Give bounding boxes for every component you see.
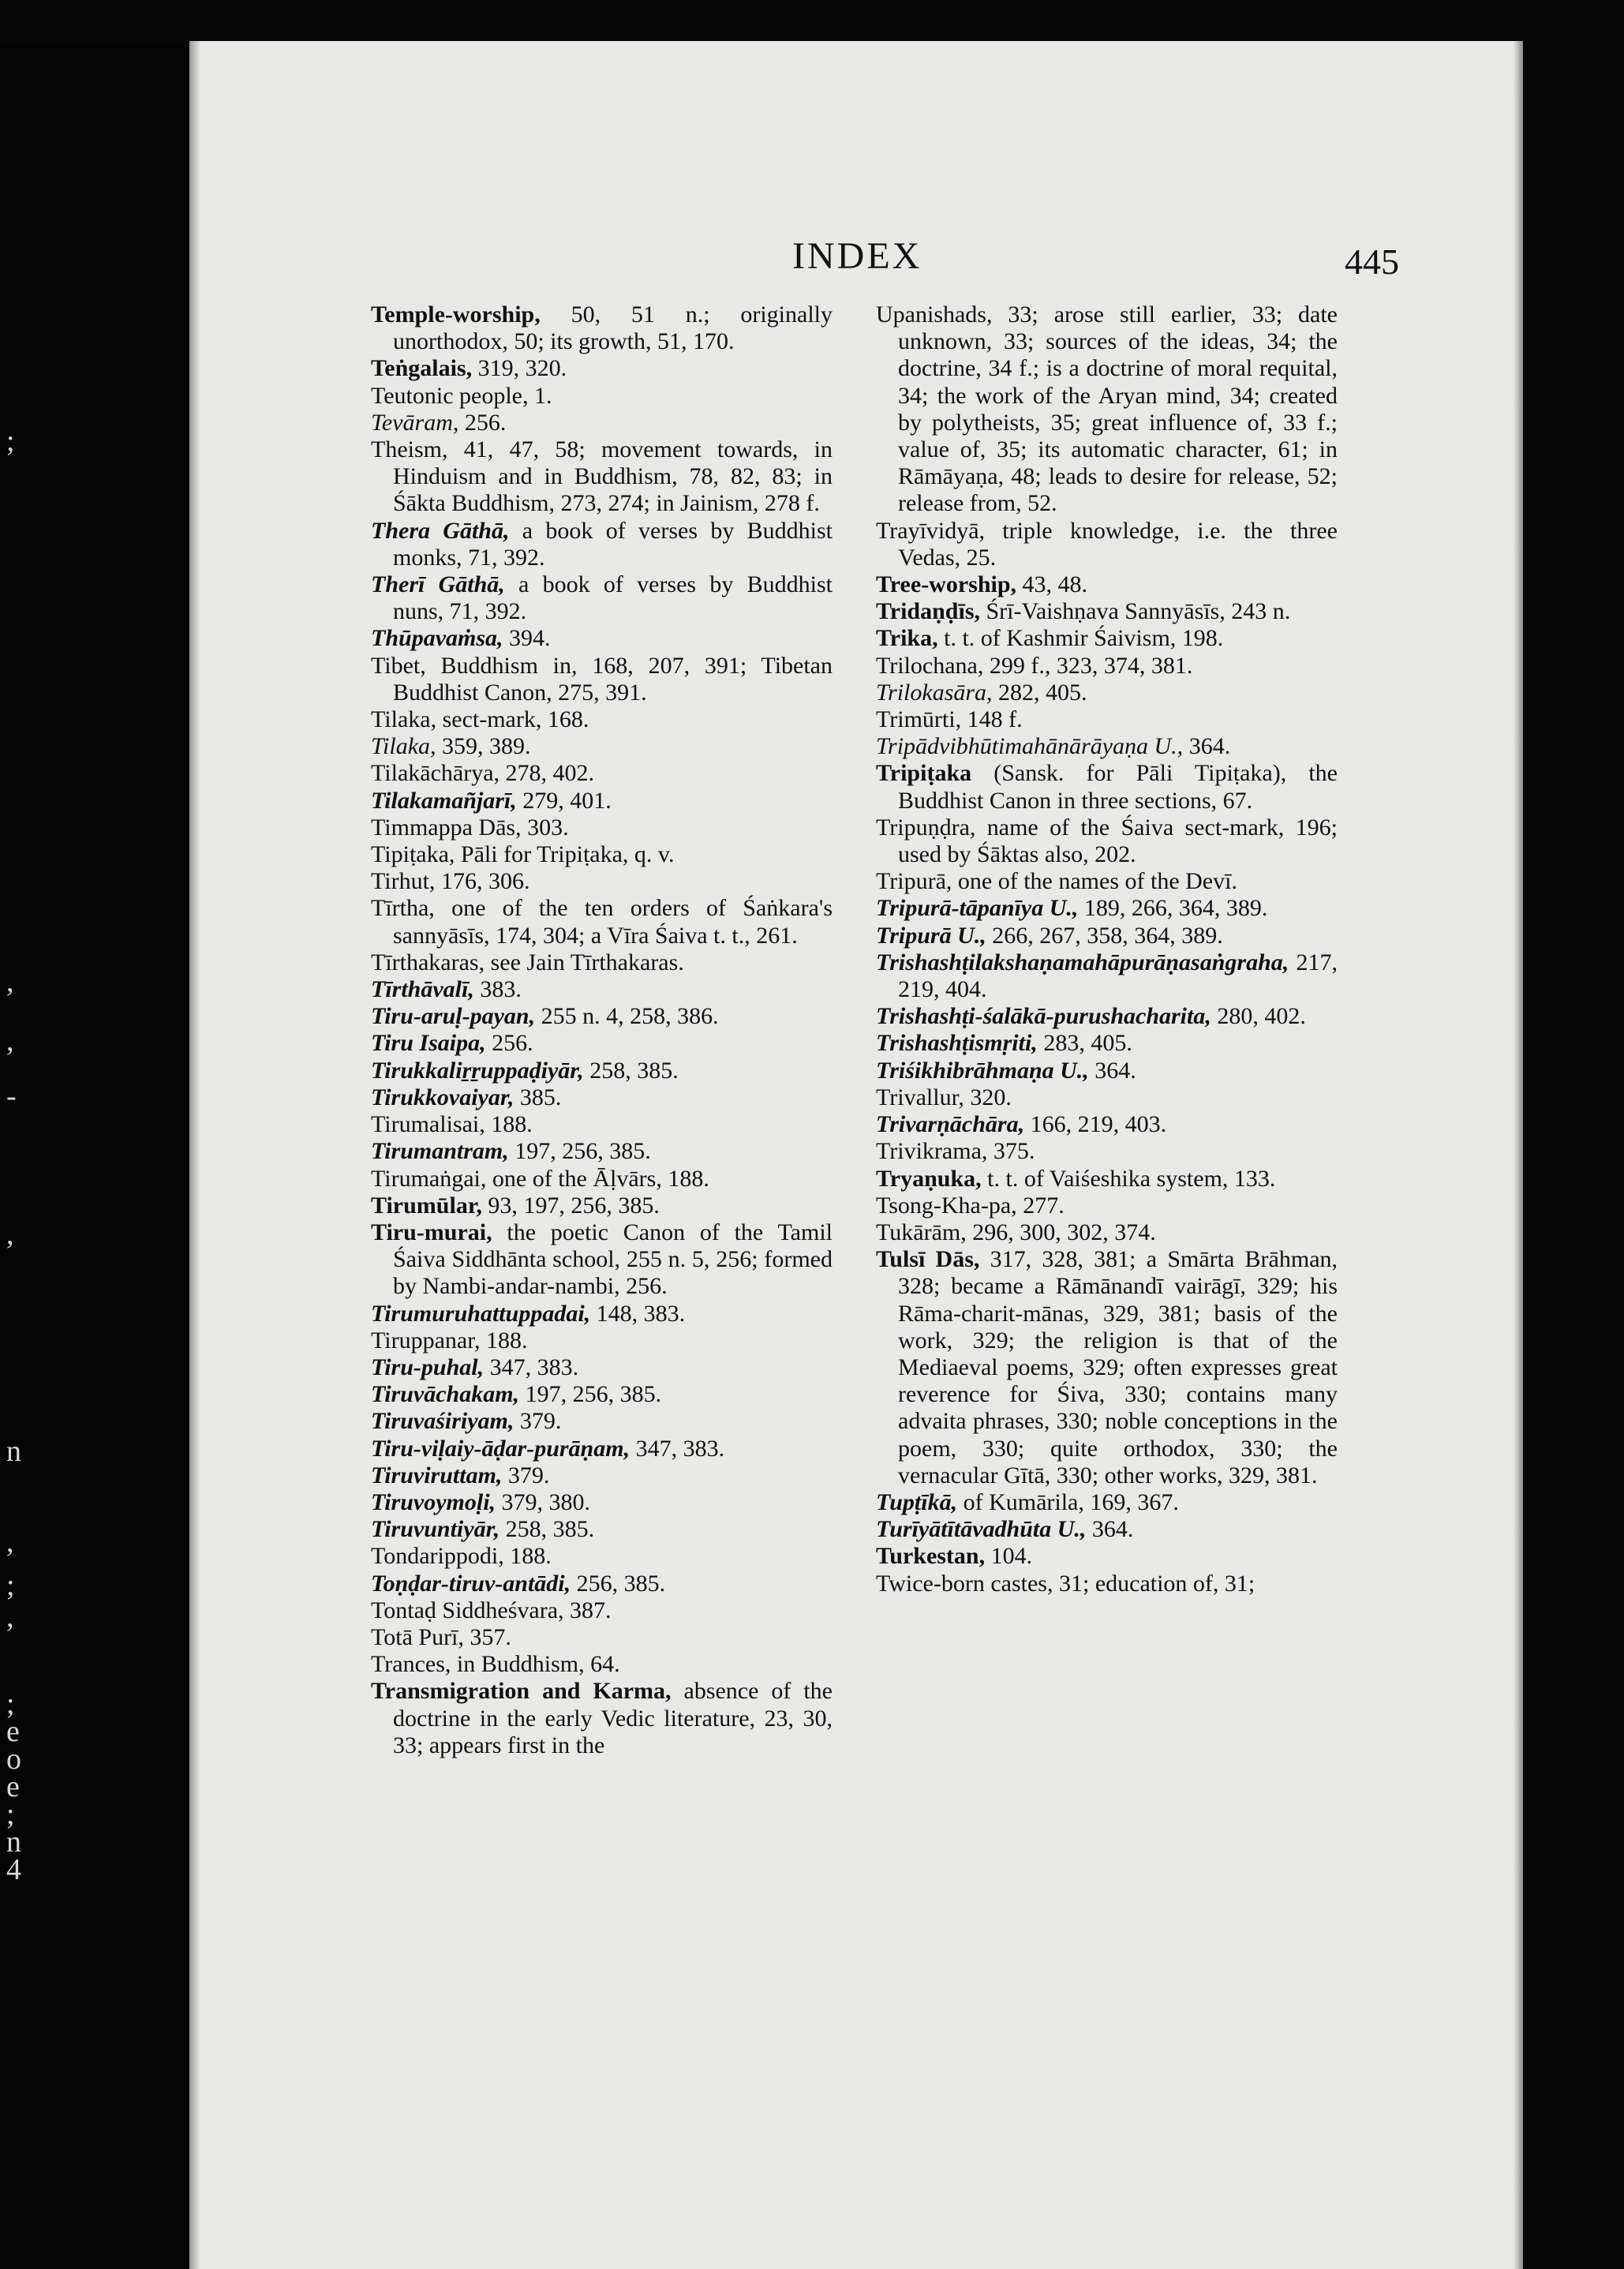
margin-fragment: e [6,1715,20,1748]
index-entry [371,1219,833,1301]
index-headword: Tirukkovaiyar, [371,1084,515,1110]
index-entry [876,814,1338,868]
index-headword: Tiru-aruḷ-payan, [371,1003,536,1030]
index-entry [371,1381,833,1408]
index-locators: 256. [485,1030,533,1057]
index-locators: 282, 405. [992,679,1087,706]
index-locators: 31; education of, 31; [1053,1570,1255,1597]
index-entry [876,1193,1338,1219]
index-entry [876,1138,1338,1165]
index-entry [876,923,1338,949]
index-entry [371,1624,833,1651]
index-entry [371,355,833,382]
index-locators: 197, 256, 385. [519,1381,662,1408]
index-entry [876,625,1338,652]
index-entry [371,895,833,949]
index-headword: Tulsī Dās, [876,1246,980,1273]
index-locators: in Buddhism, 64. [451,1651,620,1678]
index-headword: Tontaḍ Siddheśvara, [371,1597,564,1623]
index-locators: 303. [521,814,569,841]
index-headword: Tirhut, [371,868,436,895]
index-headword: Turkestan, [876,1543,986,1570]
page-edge-shadow [1514,41,1523,2269]
index-headword: Tryaṇuka, [876,1165,982,1192]
index-locators: 387. [563,1597,612,1623]
index-entry [876,1030,1338,1057]
index-locators: 375. [987,1138,1035,1165]
index-entry [876,653,1338,680]
index-headword: Transmigration and Karma, [371,1678,672,1705]
index-locators: 364. [1183,733,1231,760]
index-headword: Tiru Isaipa, [371,1030,486,1057]
index-headword: Tilaka, [371,706,437,733]
margin-fragment: , [6,1024,14,1058]
index-headword: Therī Gāthā, [371,571,505,598]
index-locators: 319, 320. [472,355,567,382]
index-headword: Tibet, [371,652,426,679]
index-headword: Tipiṭaka, [371,841,455,868]
index-headword: Tevāram, [371,409,459,436]
index-entry [371,1408,833,1435]
index-entry [876,1489,1338,1516]
index-entry [876,1003,1338,1030]
index-locators: 364. [1088,1057,1136,1084]
index-column-right [876,301,1338,1597]
index-headword: Tiruvāchakam, [371,1381,520,1408]
index-locators: sect-mark, 168. [436,706,589,733]
index-headword: Trishashṭismṛiti, [876,1030,1038,1057]
facing-page-edge [0,43,188,2269]
margin-fragment: , [6,1601,14,1634]
margin-fragment: ; [6,1798,15,1831]
index-locators: the poetic Canon of the Tamil Śaiva Siddhānta school, 255 n. 5, 256; formed by Nambi-andar-nambi, 256. [393,1219,833,1300]
index-locators: 277. [1016,1192,1065,1219]
index-entry [371,1058,833,1084]
index-headword: Teutonic people, [371,382,529,409]
index-entry [876,1084,1338,1111]
index-locators: 359, 389. [436,733,531,760]
index-entry [371,410,833,436]
index-entry [371,1462,833,1489]
index-entry [371,1193,833,1219]
index-headword: Trishashṭi-śalākā-purushacharita, [876,1003,1211,1030]
index-locators: 41, 47, 58; movement towards, in Hinduism and in Buddhism, 78, 82, 83; in Śākta Buddhism, 273, 274; in Jainism, 278 f. [393,436,833,517]
index-entry [876,760,1338,814]
index-locators: 197, 256, 385. [508,1138,651,1165]
index-headword: Tiruvaśiriyam, [371,1408,515,1435]
index-entry [876,1571,1338,1597]
index-locators: 1. [528,382,552,409]
index-entry [371,1138,833,1165]
index-locators: 217, 219, 404. [898,949,1338,1003]
index-headword: Turīyātītāvadhūta U., [876,1516,1087,1543]
index-entry [876,1543,1338,1570]
index-headword: Toṇḍar-tiruv-antādi, [371,1570,571,1597]
index-locators: a book of verses by Buddhist nuns, 71, 392. [393,571,833,625]
index-entry [371,976,833,1003]
index-entry [371,1571,833,1597]
index-locators: triple knowledge, i.e. the three Vedas, 25. [898,517,1338,571]
index-column-left [371,301,833,1759]
index-locators: 296, 300, 302, 374. [966,1219,1156,1245]
index-headword: Tiruviruttam, [371,1462,503,1488]
index-locators: one of the Āḷvārs, 188. [486,1165,709,1192]
index-headword: Tripuṇḍra, [876,814,976,841]
index-locators: 379, 380. [496,1488,591,1515]
index-headword: Tirumalisai, [371,1111,485,1138]
index-locators: 278, 402. [500,760,595,787]
index-locators: 394. [503,625,551,652]
index-locators: 256, 385. [571,1570,666,1597]
index-locators: Śrī-Vaishṇava Sannyāsīs, 243 n. [980,598,1291,625]
index-headword: Tīrthāvalī, [371,976,474,1003]
index-locators: 188. [480,1327,528,1354]
index-headword: Tiru-puhal, [371,1354,485,1380]
index-entry [371,571,833,625]
index-locators: 364. [1086,1516,1134,1543]
index-headword: Tirumūlar, [371,1192,482,1219]
index-locators: 299 f., 323, 374, 381. [983,652,1193,679]
index-headword: Thūpavaṁsa, [371,625,503,652]
index-headword: Tiruvoymoḷi, [371,1488,496,1515]
index-entry [371,760,833,787]
index-entry [876,895,1338,922]
index-locators: 256. [458,409,507,436]
index-entry [371,1354,833,1381]
margin-fragment: - [6,1080,17,1113]
index-headword: Tondarippodi, [371,1543,504,1570]
index-locators: 148, 383. [590,1300,686,1327]
index-locators: 188. [485,1111,533,1138]
index-entry [876,1219,1338,1246]
margin-fragment: n [6,1435,21,1468]
index-entry [371,706,833,733]
margin-fragment: , [6,965,14,998]
index-headword: Triśikhibrāhmaṇa U., [876,1057,1089,1084]
index-locators: 258, 385. [583,1057,679,1084]
index-entry [876,1246,1338,1489]
index-entry [876,868,1338,895]
index-entry [371,301,833,355]
index-locators: 258, 385. [500,1516,595,1543]
index-headword: Tsong-Kha-pa, [876,1192,1017,1219]
margin-fragment: n [6,1825,21,1859]
index-headword: Totā Purī, [371,1623,464,1650]
index-headword: Tree-worship, [876,571,1017,598]
index-locators: 255 n. 4, 258, 386. [535,1003,719,1030]
index-headword: Tridaṇḍīs, [876,598,980,625]
index-headword: Trimūrti, [876,706,962,733]
index-entry [876,1516,1338,1543]
index-locators: 43, 48. [1016,571,1088,598]
index-headword: Tiru-murai, [371,1219,492,1245]
index-entry [371,949,833,976]
index-headword: Tilaka, [371,733,436,760]
margin-fragment: , [6,1526,14,1559]
margin-fragment: 4 [6,1853,21,1886]
index-entry [876,680,1338,706]
index-locators: absence of the doctrine in the early Vedic literature, 23, 30, 33; appears first in the [393,1678,833,1758]
index-entry [876,301,1338,518]
index-headword: Tiruppanar, [371,1327,481,1354]
index-entry [371,733,833,760]
index-locators: Upanishads, 33; arose still earlier, 33; date unknown, 33; sources of the ideas, 34; the doctrine, 34 f.; is a doctrine of moral requital, 34; the work of the Aryan mind, 34; created by polytheists, 35; great influence of, 33 f.; value of, 35; its automatic character, 61; in Rāmāyaṇa, 48; leads to desire for release, 52; release from, 52. [876,301,1338,517]
index-entry [876,598,1338,625]
index-entry [371,1543,833,1570]
index-headword: Tīrtha, [371,895,435,922]
index-entry [371,1436,833,1462]
index-headword: Tirumantram, [371,1138,509,1165]
index-locators: 266, 267, 358, 364, 389. [986,922,1223,949]
index-headword: Trika, [876,625,938,652]
index-headword: Tukārām, [876,1219,967,1245]
index-headword: Tripurā U., [876,922,986,949]
index-entry [371,436,833,518]
index-locators: name of the Śaiva sect-mark, 196; used by Śāktas also, 202. [898,814,1338,868]
index-entry [371,1327,833,1354]
index-entry [371,841,833,868]
index-headword: Temple-worship, [371,301,541,328]
index-entry [371,868,833,895]
margin-fragment: e [6,1770,20,1803]
index-entry [371,625,833,652]
index-entry [371,518,833,571]
index-entry [371,1597,833,1624]
index-entry [876,733,1338,760]
index-locators: 93, 197, 256, 385. [481,1192,660,1219]
index-headword: Tilakamañjarī, [371,787,517,814]
index-locators: see Jain Tīrthakaras. [485,949,684,975]
index-entry [876,1111,1338,1138]
index-headword: Trishashṭilakshaṇamahāpurāṇasaṅgraha, [876,949,1289,975]
index-entry [876,571,1338,598]
index-locators: 176, 306. [435,868,530,895]
index-headword: Trances, [371,1651,451,1678]
index-entry [371,1678,833,1759]
index-locators: Buddhism in, 168, 207, 391; Tibetan Buddhist Canon, 275, 391. [393,652,833,706]
index-locators: 320. [964,1084,1012,1110]
index-headword: Tupṭīkā, [876,1488,958,1515]
index-headword: Timmappa Dās, [371,814,522,841]
index-headword: Tiruvuntiyār, [371,1516,500,1543]
index-locators: t. t. of Kashmir Śaivism, 198. [937,625,1224,652]
index-locators: 189, 266, 364, 389. [1078,895,1268,922]
index-headword: Tripādvibhūtimahānārāyaṇa U., [876,733,1184,760]
index-headword: Trilochana, [876,652,984,679]
index-locators: 283, 405. [1037,1030,1132,1057]
spine-shadow [189,41,200,2269]
index-locators: 50, 51 n.; originally unorthodox, 50; its growth, 51, 170. [393,301,833,355]
index-headword: Tīrthakaras, [371,949,485,975]
index-locators: 148 f. [961,706,1023,733]
index-entry [876,1166,1338,1193]
index-locators: 347, 383. [630,1435,725,1462]
page-number: 445 [1345,242,1399,282]
index-entry [371,653,833,706]
index-locators: 347, 383. [484,1354,579,1380]
index-entry [876,949,1338,1003]
margin-fragment: ; [6,1569,15,1602]
index-entry [371,383,833,410]
index-headword: Tilakāchārya, [371,760,500,787]
index-entry [371,1651,833,1678]
index-locators: 188. [503,1543,552,1570]
index-locators: one of the names of the Devī. [952,868,1237,895]
index-locators: 357. [463,1623,511,1650]
index-entry [371,788,833,814]
index-entry [371,1084,833,1111]
index-headword: Trilokasāra, [876,679,993,706]
index-entry [371,1111,833,1138]
index-locators: 379. [502,1462,550,1488]
index-entry [371,814,833,841]
index-locators: 279, 401. [516,787,612,814]
index-locators: 383. [473,976,522,1003]
index-headword: Trivikrama, [876,1138,988,1165]
margin-fragment: , [6,1218,14,1251]
index-locators: t. t. of Vaiśeshika system, 133. [981,1165,1276,1192]
index-entry [371,1166,833,1193]
index-locators: 166, 219, 403. [1024,1111,1167,1138]
index-headword: Tirumaṅgai, [371,1165,487,1192]
index-entry [371,1489,833,1516]
index-locators: a book of verses by Buddhist monks, 71, 392. [393,517,833,571]
index-headword: Thera Gāthā, [371,517,510,544]
index-headword: Tripurā, [876,868,952,895]
index-locators: one of the ten orders of Śaṅkara's sannyāsīs, 174, 304; a Vīra Śaiva t. t., 261. [393,895,833,949]
index-locators: Pāli for Tripiṭaka, q. v. [455,841,675,868]
index-headword: Tirukkaliṟṟuppaḍiyār, [371,1057,584,1084]
index-entry [876,706,1338,733]
index-locators: 317, 328, 381; a Smārta Brāhman, 328; became a Rāmānandī vairāgī, 329; his Rāma-charit-mānas, 329, 381; basis of the work, 329; the religion is that of the Mediaeval poems, 329; often expresses great reverence for Śiva, 330; contains many advaita phrases, 330; noble conceptions in the poem, 330; quite orthodox, 330; the vernacular Gītā, 330; other works, 329, 381. [898,1246,1338,1488]
index-headword: Tripiṭaka [876,760,972,787]
index-headword: Trivarṇāchāra, [876,1111,1025,1138]
margin-fragment: ; [6,425,15,458]
index-headword: Trivallur, [876,1084,964,1110]
running-head: INDEX [792,235,922,277]
index-locators: of Kumārila, 169, 367. [957,1488,1179,1515]
index-entry [371,1003,833,1030]
index-entry [371,1301,833,1327]
index-locators: 379. [514,1408,562,1435]
index-locators: 280, 402. [1211,1003,1306,1030]
index-locators: (Sansk. for Pāli Tipiṭaka), the Buddhist Canon in three sections, 67. [898,760,1338,814]
index-entry [876,518,1338,571]
index-locators: 385. [514,1084,562,1110]
index-headword: Tiru-viḷaiy-āḍar-purāṇam, [371,1435,631,1462]
index-headword: Tripurā-tāpanīya U., [876,895,1079,922]
margin-fragment: o [6,1743,21,1776]
index-entry [371,1516,833,1543]
index-headword: Teṅgalais, [371,355,473,382]
index-headword: Twice-born castes, [876,1570,1053,1597]
index-entry [371,1030,833,1057]
index-headword: Trayīvidyā, [876,517,986,544]
index-headword: Tirumuruhattuppadai, [371,1300,591,1327]
index-entry [876,1058,1338,1084]
index-locators: 104. [985,1543,1033,1570]
margin-fragment: ; [6,1687,15,1720]
index-headword: Theism, [371,436,448,463]
